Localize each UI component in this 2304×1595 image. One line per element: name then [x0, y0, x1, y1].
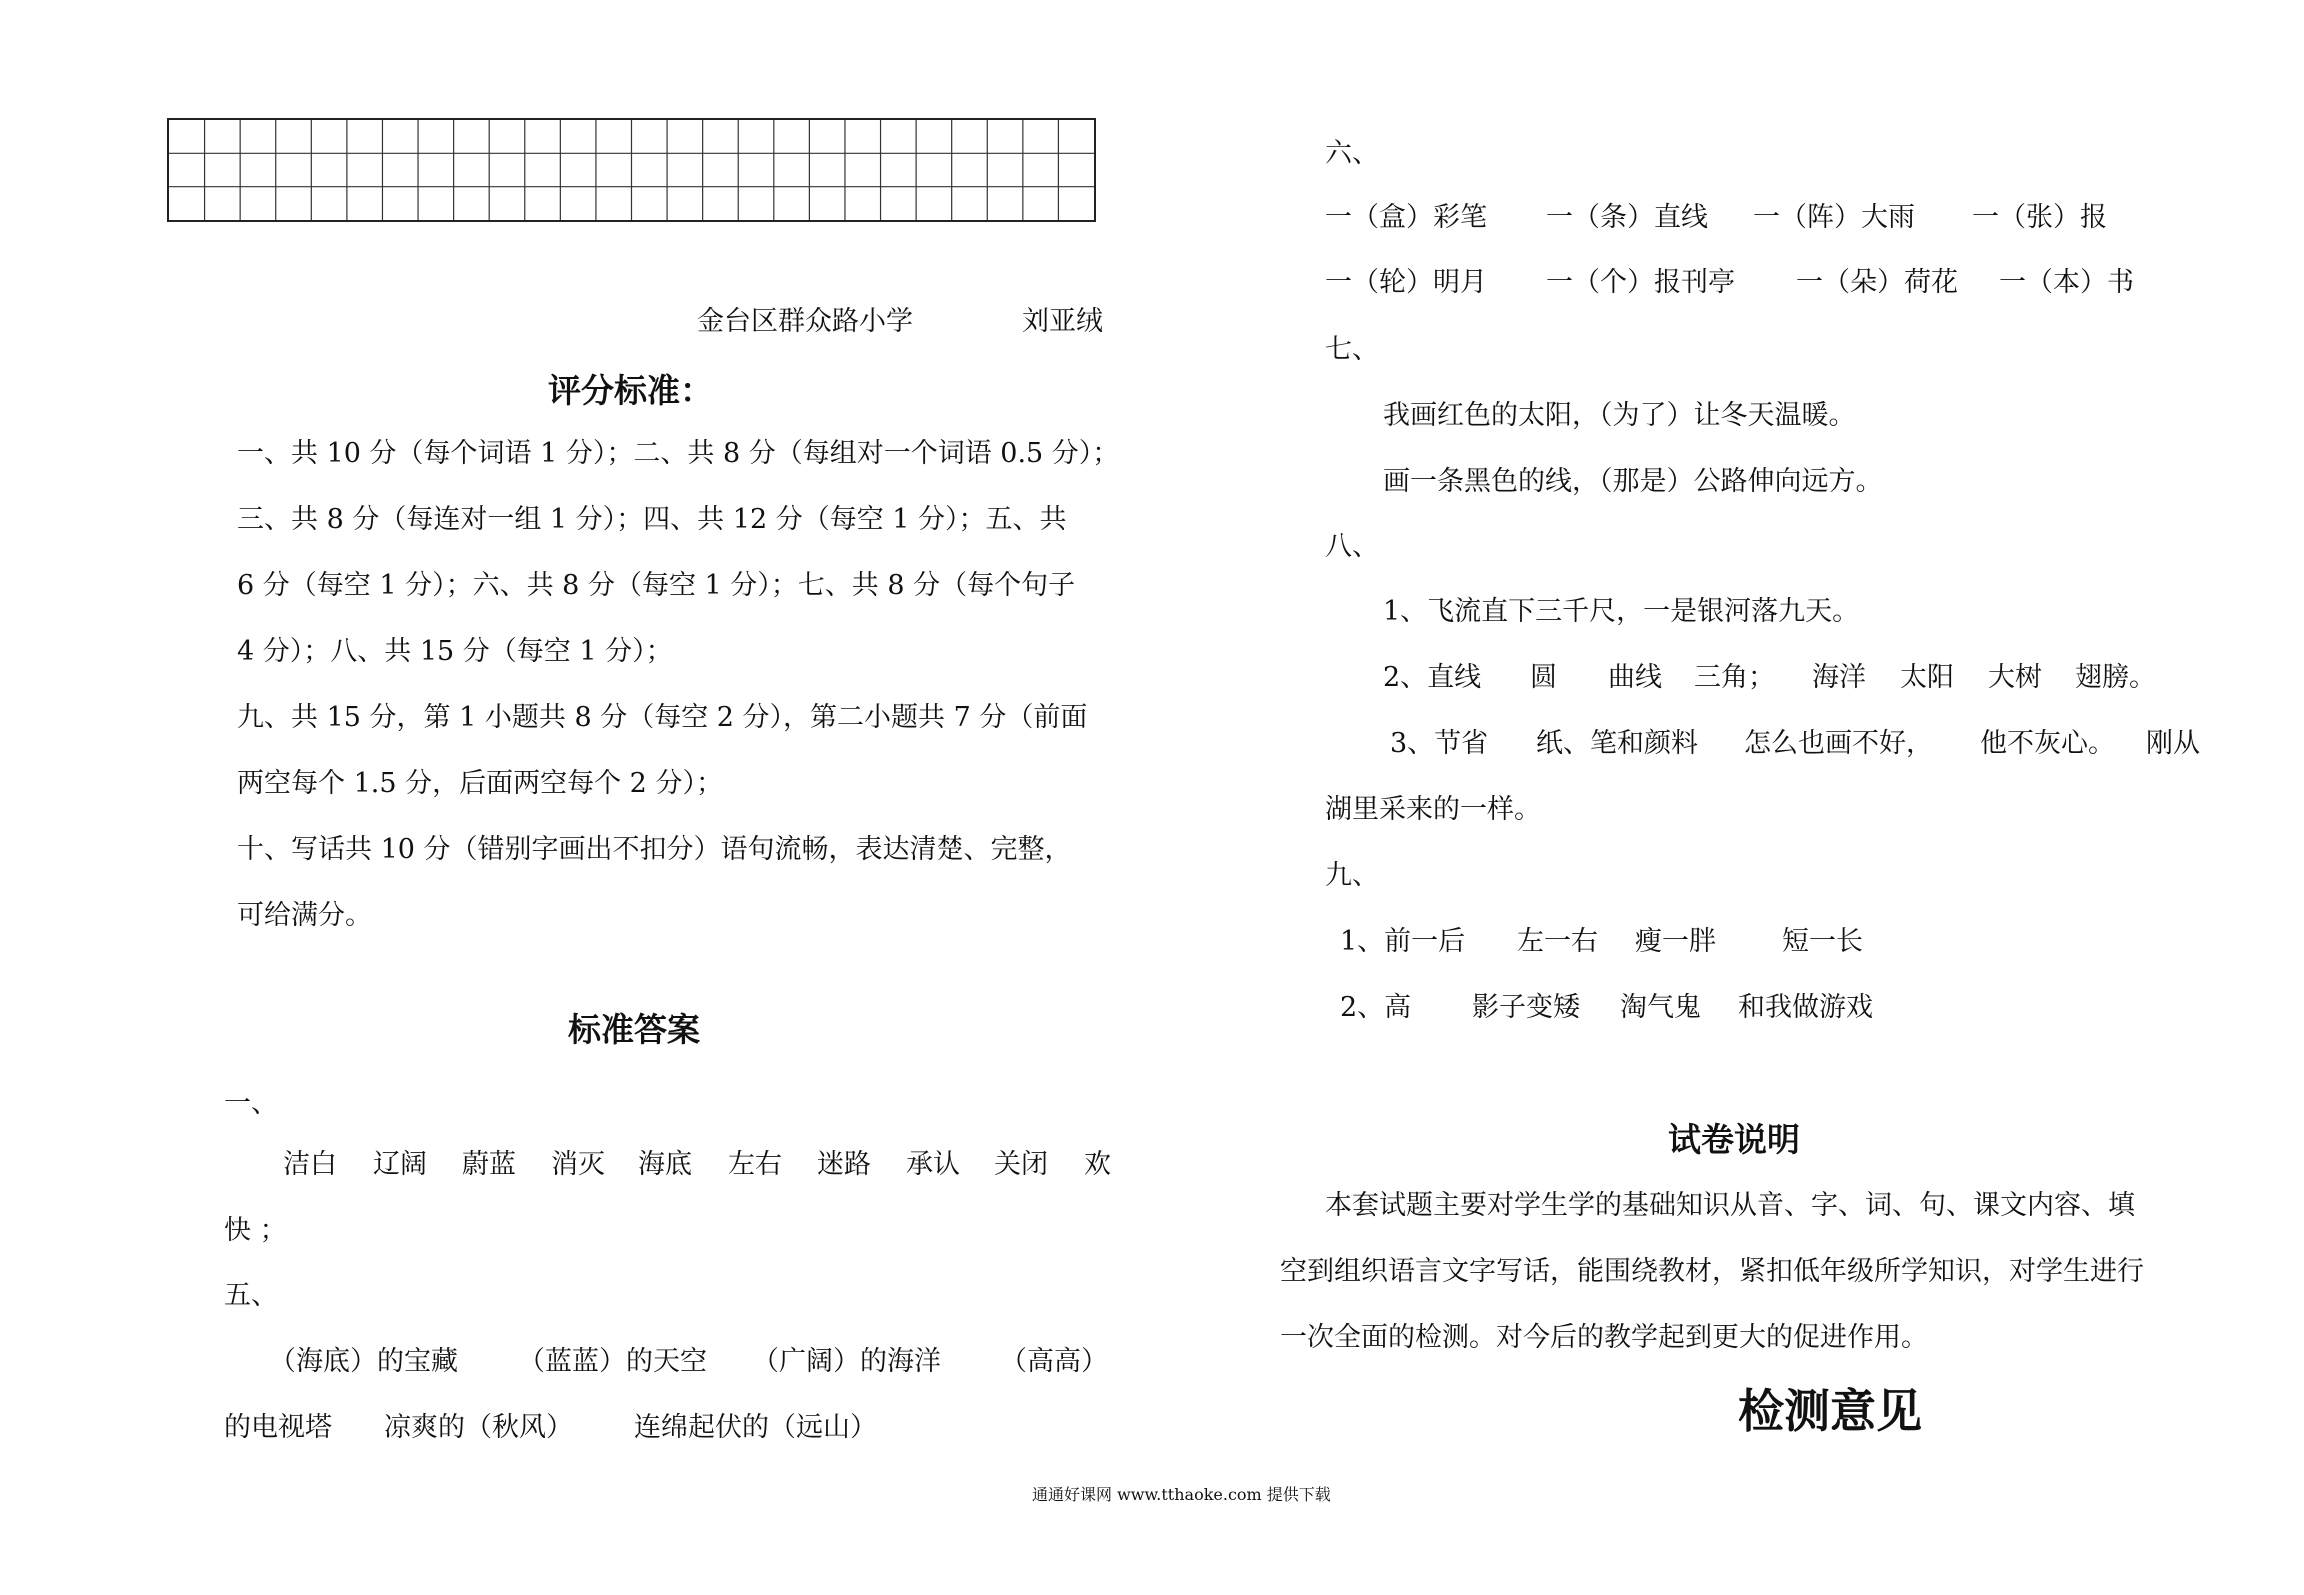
answer-1-word: 迷路	[817, 1149, 871, 1180]
answer-6-item: 一（张）报	[1972, 202, 2107, 233]
answer-8-item: 刚从	[2146, 728, 2200, 759]
writing-grid	[167, 118, 1096, 222]
scoring-line: 6 分（每空 1 分）；六、共 8 分（每空 1 分）；七、共 8 分（每个句子	[237, 570, 1076, 601]
answer-9-label: 九、	[1325, 860, 1379, 891]
footer-source: 通通好课网 www.tthaoke.com 提供下载	[1032, 1485, 1331, 1504]
answer-1-word: 承认	[906, 1149, 960, 1180]
answer-6-item: 一（本）书	[1999, 267, 2134, 298]
answer-9-item: 2、高	[1340, 992, 1412, 1023]
answer-1-word: 蔚蓝	[462, 1149, 516, 1180]
answer-6-item: 一（朵）荷花	[1796, 267, 1958, 298]
answers-title: 标准答案	[568, 1010, 700, 1049]
writing-grid-lines	[169, 120, 1094, 220]
answer-8-item: 翅膀。	[2075, 662, 2156, 693]
scoring-line: 两空每个 1.5 分，后面两空每个 2 分）；	[237, 768, 723, 799]
scoring-line: 可给满分。	[237, 900, 372, 931]
scoring-line: 十、写话共 10 分（错别字画出不扣分）语句流畅，表达清楚、完整，	[237, 834, 1072, 865]
answer-8-item: 3、节省	[1390, 728, 1489, 759]
explain-title: 试卷说明	[1668, 1120, 1800, 1159]
author-name: 刘亚绒	[1022, 306, 1103, 337]
answer-8-item: 大树	[1988, 662, 2042, 693]
answer-5-item: （广阔）的海洋	[752, 1346, 941, 1377]
explain-line: 空到组织语言文字写话，能围绕教材，紧扣低年级所学知识，对学生进行	[1280, 1256, 2144, 1287]
scoring-line: 九、共 15 分，第 1 小题共 8 分（每空 2 分），第二小题共 7 分（前面	[237, 702, 1088, 733]
answer-1-word: 辽阔	[373, 1149, 427, 1180]
explain-line: 一次全面的检测。对今后的教学起到更大的促进作用。	[1280, 1322, 1928, 1353]
answer-6-item: 一（盒）彩笔	[1325, 202, 1487, 233]
answer-8-item: 2、直线	[1383, 662, 1482, 693]
answer-8-line: 湖里采来的一样。	[1325, 794, 1541, 825]
answer-5-item: 凉爽的（秋风）	[384, 1412, 573, 1443]
answer-5-item: 连绵起伏的（远山）	[634, 1412, 877, 1443]
answer-9-item: 淘气鬼	[1620, 992, 1701, 1023]
answer-9-item: 和我做游戏	[1738, 992, 1873, 1023]
scoring-line: 4 分）；八、共 15 分（每空 1 分）；	[237, 636, 673, 667]
answer-9-item: 影子变矮	[1472, 992, 1580, 1023]
scoring-line: 一、共 10 分（每个词语 1 分）；二、共 8 分（每组对一个词语 0.5 分）；	[237, 438, 1120, 469]
answer-9-item: 1、前一后	[1340, 926, 1466, 957]
explain-line: 本套试题主要对学生学的基础知识从音、字、词、句、课文内容、填	[1325, 1190, 2135, 1221]
answer-5-item: （蓝蓝）的天空	[518, 1346, 707, 1377]
school-name: 金台区群众路小学	[697, 306, 913, 337]
answer-8-item: 圆	[1530, 662, 1557, 693]
opinion-title: 检测意见	[1738, 1384, 1922, 1438]
answer-8-item: 他不灰心。	[1980, 728, 2115, 759]
answer-8-item: 太阳	[1900, 662, 1954, 693]
scoring-line: 三、共 8 分（每连对一组 1 分）；四、共 12 分（每空 1 分）；五、共	[237, 504, 1067, 535]
answer-5-label: 五、	[224, 1280, 278, 1311]
answer-5-item: （高高）	[1000, 1346, 1108, 1377]
answer-8-item: 纸、笔和颜料	[1536, 728, 1698, 759]
answer-9-item: 瘦一胖	[1635, 926, 1716, 957]
answer-9-item: 短一长	[1782, 926, 1863, 957]
answer-6-item: 一（阵）大雨	[1753, 202, 1915, 233]
answer-7-line: 我画红色的太阳，（为了）让冬天温暖。	[1383, 400, 1856, 431]
answer-8-label: 八、	[1325, 531, 1379, 562]
answer-1-word: 消灭	[551, 1149, 605, 1180]
answer-1-word: 欢	[1084, 1149, 1111, 1180]
scoring-title: 评分标准：	[548, 371, 713, 410]
answer-1-continued: 快 ；	[224, 1215, 287, 1246]
answer-6-item: 一（个）报刊亭	[1546, 267, 1735, 298]
answer-8-item: 三角；	[1694, 662, 1775, 693]
answer-1-word: 洁白	[283, 1149, 337, 1180]
answer-5-item: （海底）的宝藏	[269, 1346, 458, 1377]
answer-1-word: 关闭	[994, 1149, 1048, 1180]
answer-7-label: 七、	[1325, 334, 1379, 365]
answer-6-item: 一（轮）明月	[1325, 267, 1487, 298]
answer-9-item: 左一右	[1517, 926, 1598, 957]
answer-8-item: 曲线	[1608, 662, 1662, 693]
answer-6-label: 六、	[1325, 138, 1379, 169]
answer-8-line: 1、飞流直下三千尺，一是银河落九天。	[1383, 596, 1860, 627]
answer-8-item: 海洋	[1812, 662, 1866, 693]
answer-1-label: 一、	[224, 1088, 278, 1119]
answer-8-item: 怎么也画不好，	[1744, 728, 1933, 759]
answer-1-word: 左右	[728, 1149, 782, 1180]
answer-1-word: 海底	[638, 1149, 692, 1180]
answer-7-line: 画一条黑色的线，（那是）公路伸向远方。	[1383, 466, 1883, 497]
answer-5-item: 的电视塔	[224, 1412, 332, 1443]
answer-6-item: 一（条）直线	[1546, 202, 1708, 233]
